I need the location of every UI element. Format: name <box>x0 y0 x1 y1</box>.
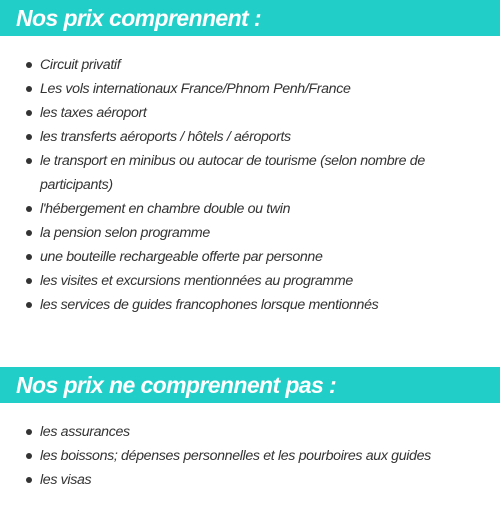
list-item-text: les assurances <box>40 424 130 440</box>
included-section-title: Nos prix comprennent : <box>0 0 500 36</box>
list-item <box>0 149 500 197</box>
included-list <box>0 53 500 317</box>
list-item <box>0 101 500 125</box>
list-item <box>0 197 500 221</box>
excluded-list <box>0 420 500 492</box>
list-item-text: les visas <box>40 472 92 488</box>
bullet-icon <box>26 158 32 164</box>
bullet-icon <box>26 134 32 140</box>
list-item <box>0 221 500 245</box>
bullet-icon <box>26 477 32 483</box>
excluded-section-title: Nos prix ne comprennent pas : <box>0 367 500 403</box>
list-item-text: Circuit privatif <box>40 57 121 73</box>
bullet-icon <box>26 278 32 284</box>
bullet-icon <box>26 429 32 435</box>
bullet-icon <box>26 206 32 212</box>
list-item <box>0 293 500 317</box>
list-item-text: le transport en minibus ou autocar de tourisme (selon nombre de participants) <box>40 153 425 193</box>
list-item <box>0 125 500 149</box>
list-item <box>0 444 500 468</box>
bullet-icon <box>26 110 32 116</box>
list-item-text: l'hébergement en chambre double ou twin <box>40 201 291 217</box>
list-item <box>0 245 500 269</box>
list-item <box>0 53 500 77</box>
list-item-text: les visites et excursions mentionnées au programme <box>40 273 353 289</box>
bullet-icon <box>26 62 32 68</box>
bullet-icon <box>26 453 32 459</box>
list-item <box>0 468 500 492</box>
bullet-icon <box>26 230 32 236</box>
list-item <box>0 420 500 444</box>
list-item-text: une bouteille rechargeable offerte par personne <box>40 249 323 265</box>
list-item <box>0 77 500 101</box>
bullet-icon <box>26 254 32 260</box>
list-item-text: les boissons; dépenses personnelles et les pourboires aux guides <box>40 448 431 464</box>
list-item-text: Les vols internationaux France/Phnom Penh/France <box>40 81 351 97</box>
list-item <box>0 269 500 293</box>
list-item-text: les transferts aéroports / hôtels / aéroports <box>40 129 291 145</box>
bullet-icon <box>26 86 32 92</box>
list-item-text: les taxes aéroport <box>40 105 147 121</box>
list-item-text: la pension selon programme <box>40 225 210 241</box>
bullet-icon <box>26 302 32 308</box>
list-item-text: les services de guides francophones lorsque mentionnés <box>40 297 379 313</box>
